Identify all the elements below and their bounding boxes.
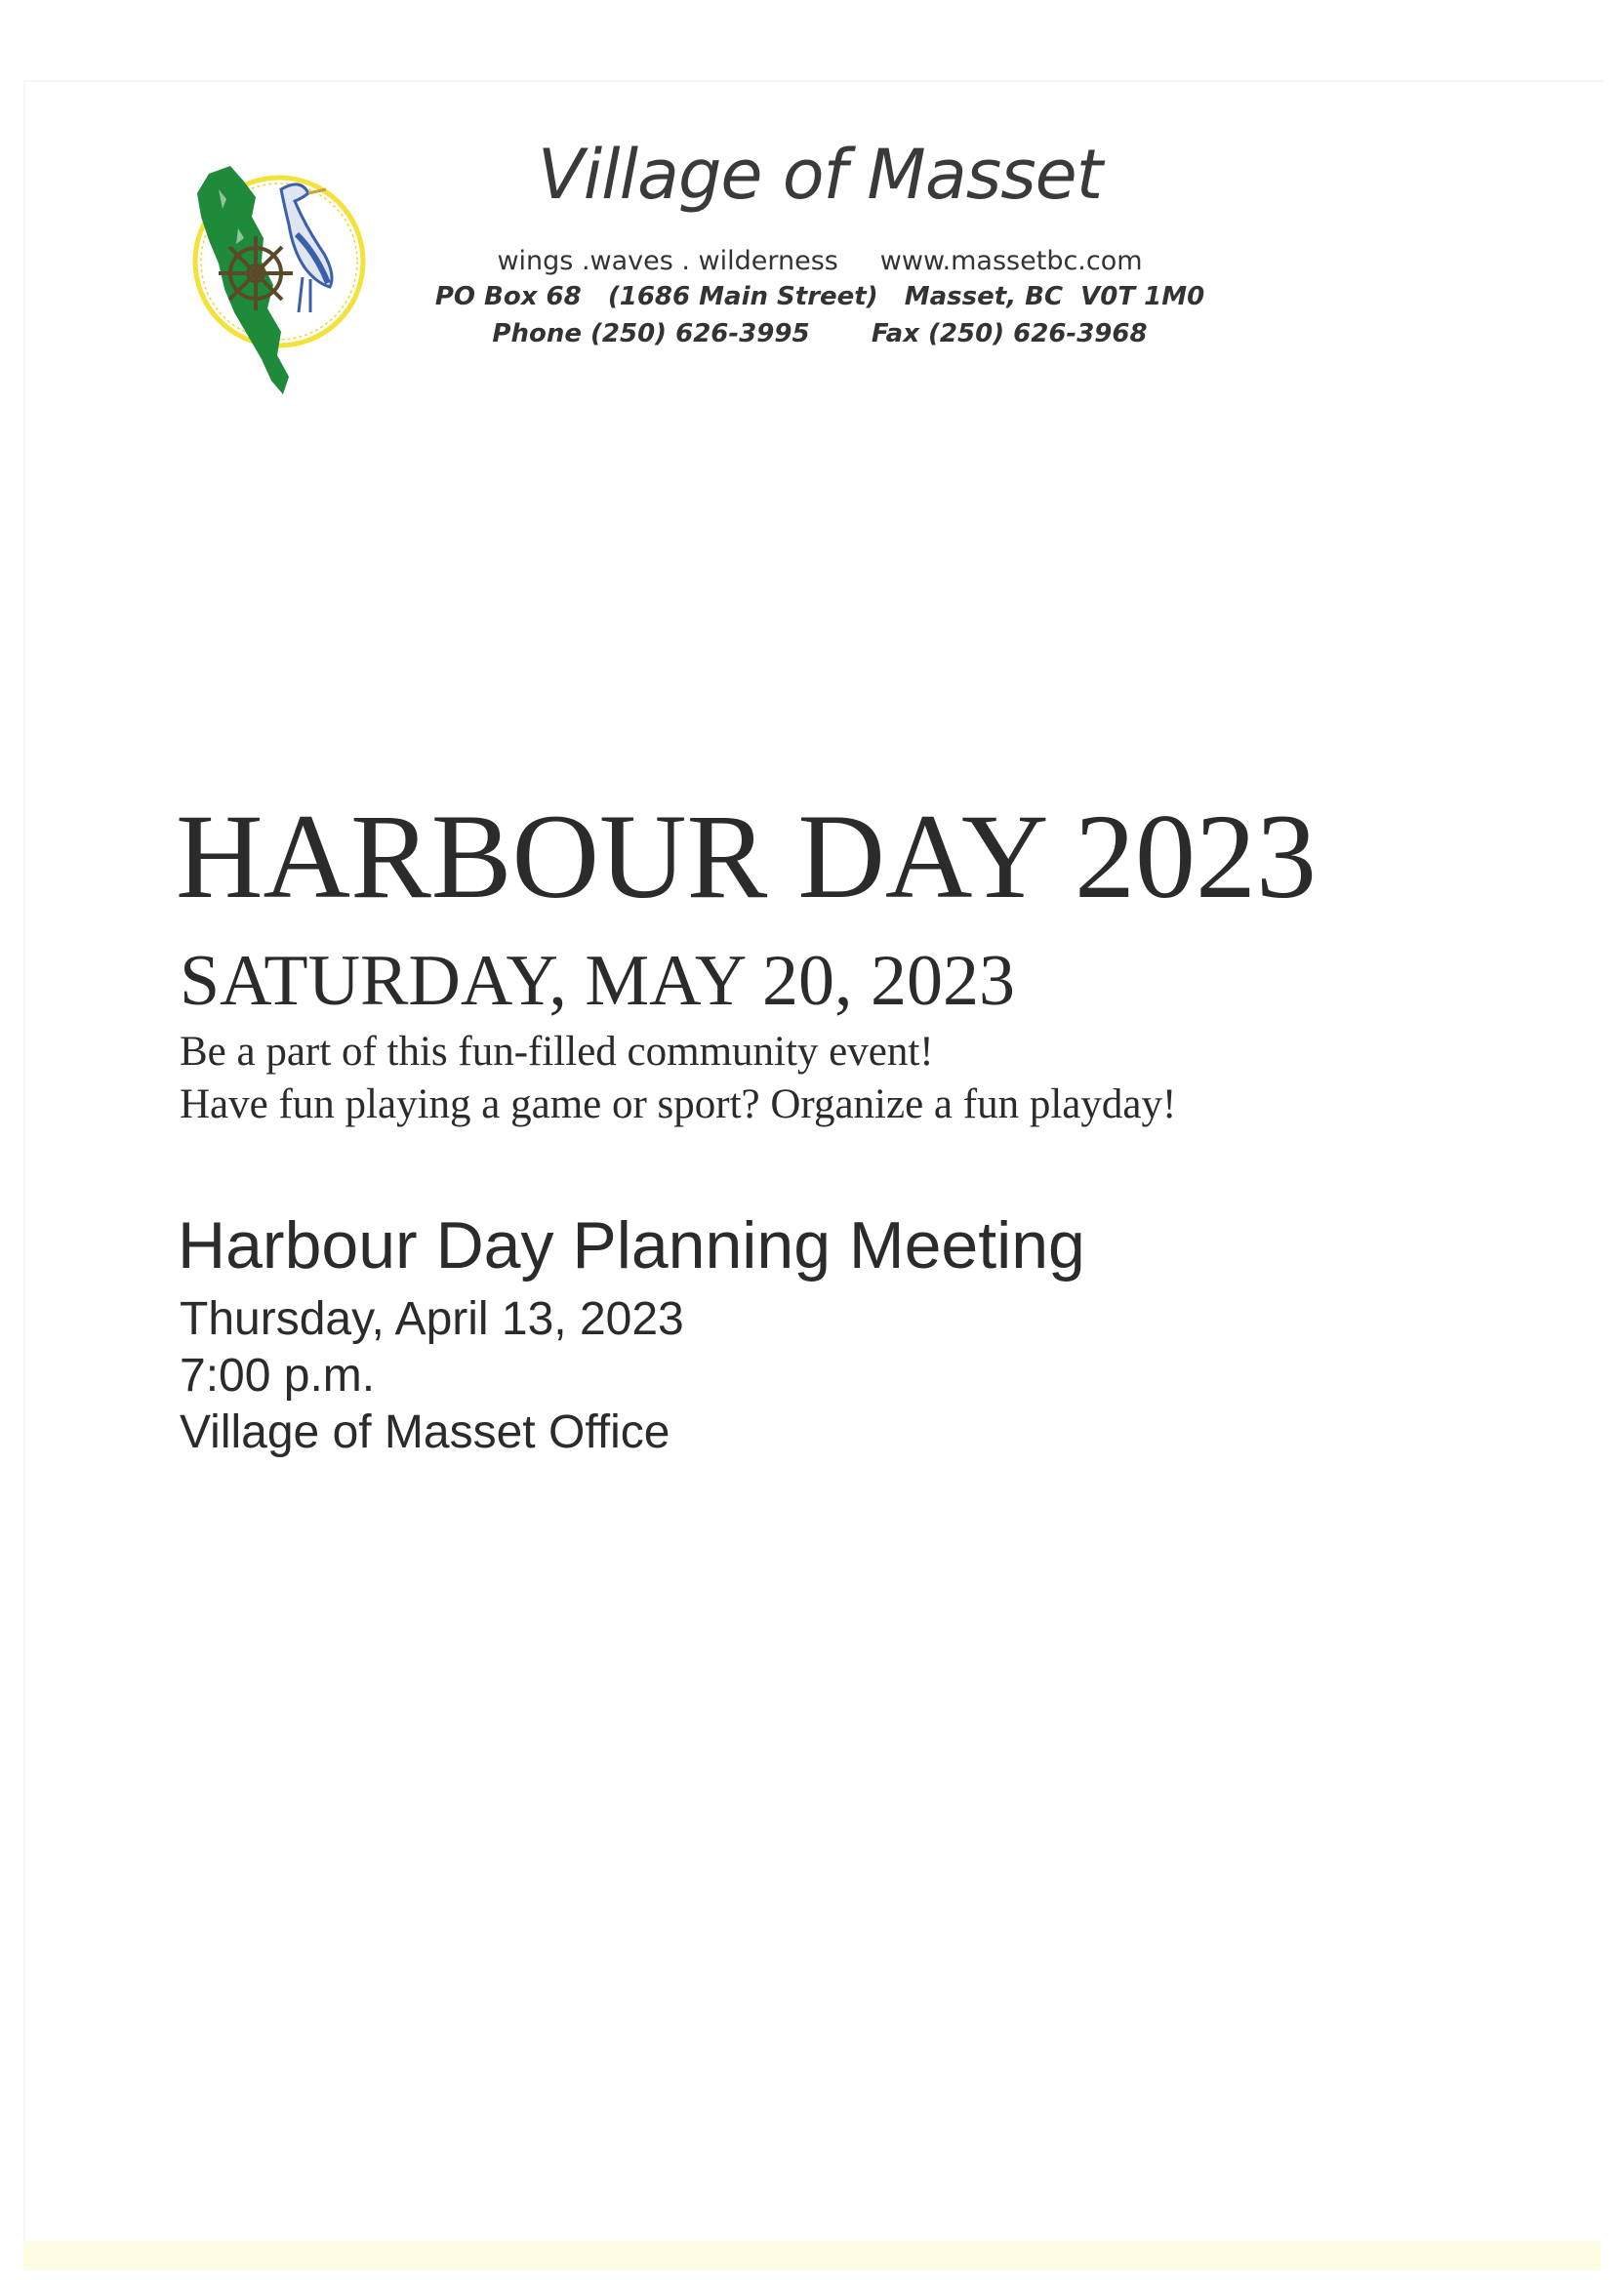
event-date: SATURDAY, MAY 20, 2023 [180, 941, 1016, 1021]
letterhead-address: PO Box 68 (1686 Main Street) Masset, BC V0T 1M0 [434, 282, 1205, 311]
event-title: HARBOUR DAY 2023 [176, 790, 1317, 923]
village-logo-icon [180, 160, 379, 400]
meeting-time: 7:00 p.m. [180, 1350, 376, 1402]
page-border [23, 80, 1603, 2241]
letterhead-tagline: wings .waves . wilderness www.massetbc.com [497, 246, 1143, 276]
letterhead-title: Village of Masset [537, 135, 1103, 215]
letterhead-phone-fax: Phone (250) 626-3995 Fax (250) 626-3968 [492, 319, 1148, 348]
event-description-2: Have fun playing a game or sport? Organize a fun playday! [180, 1081, 1177, 1127]
meeting-date: Thursday, April 13, 2023 [180, 1293, 684, 1345]
page-bottom-strip [23, 2241, 1601, 2270]
meeting-title: Harbour Day Planning Meeting [178, 1208, 1085, 1282]
event-description-1: Be a part of this fun-filled community event! [180, 1029, 934, 1075]
meeting-location: Village of Masset Office [180, 1406, 670, 1458]
